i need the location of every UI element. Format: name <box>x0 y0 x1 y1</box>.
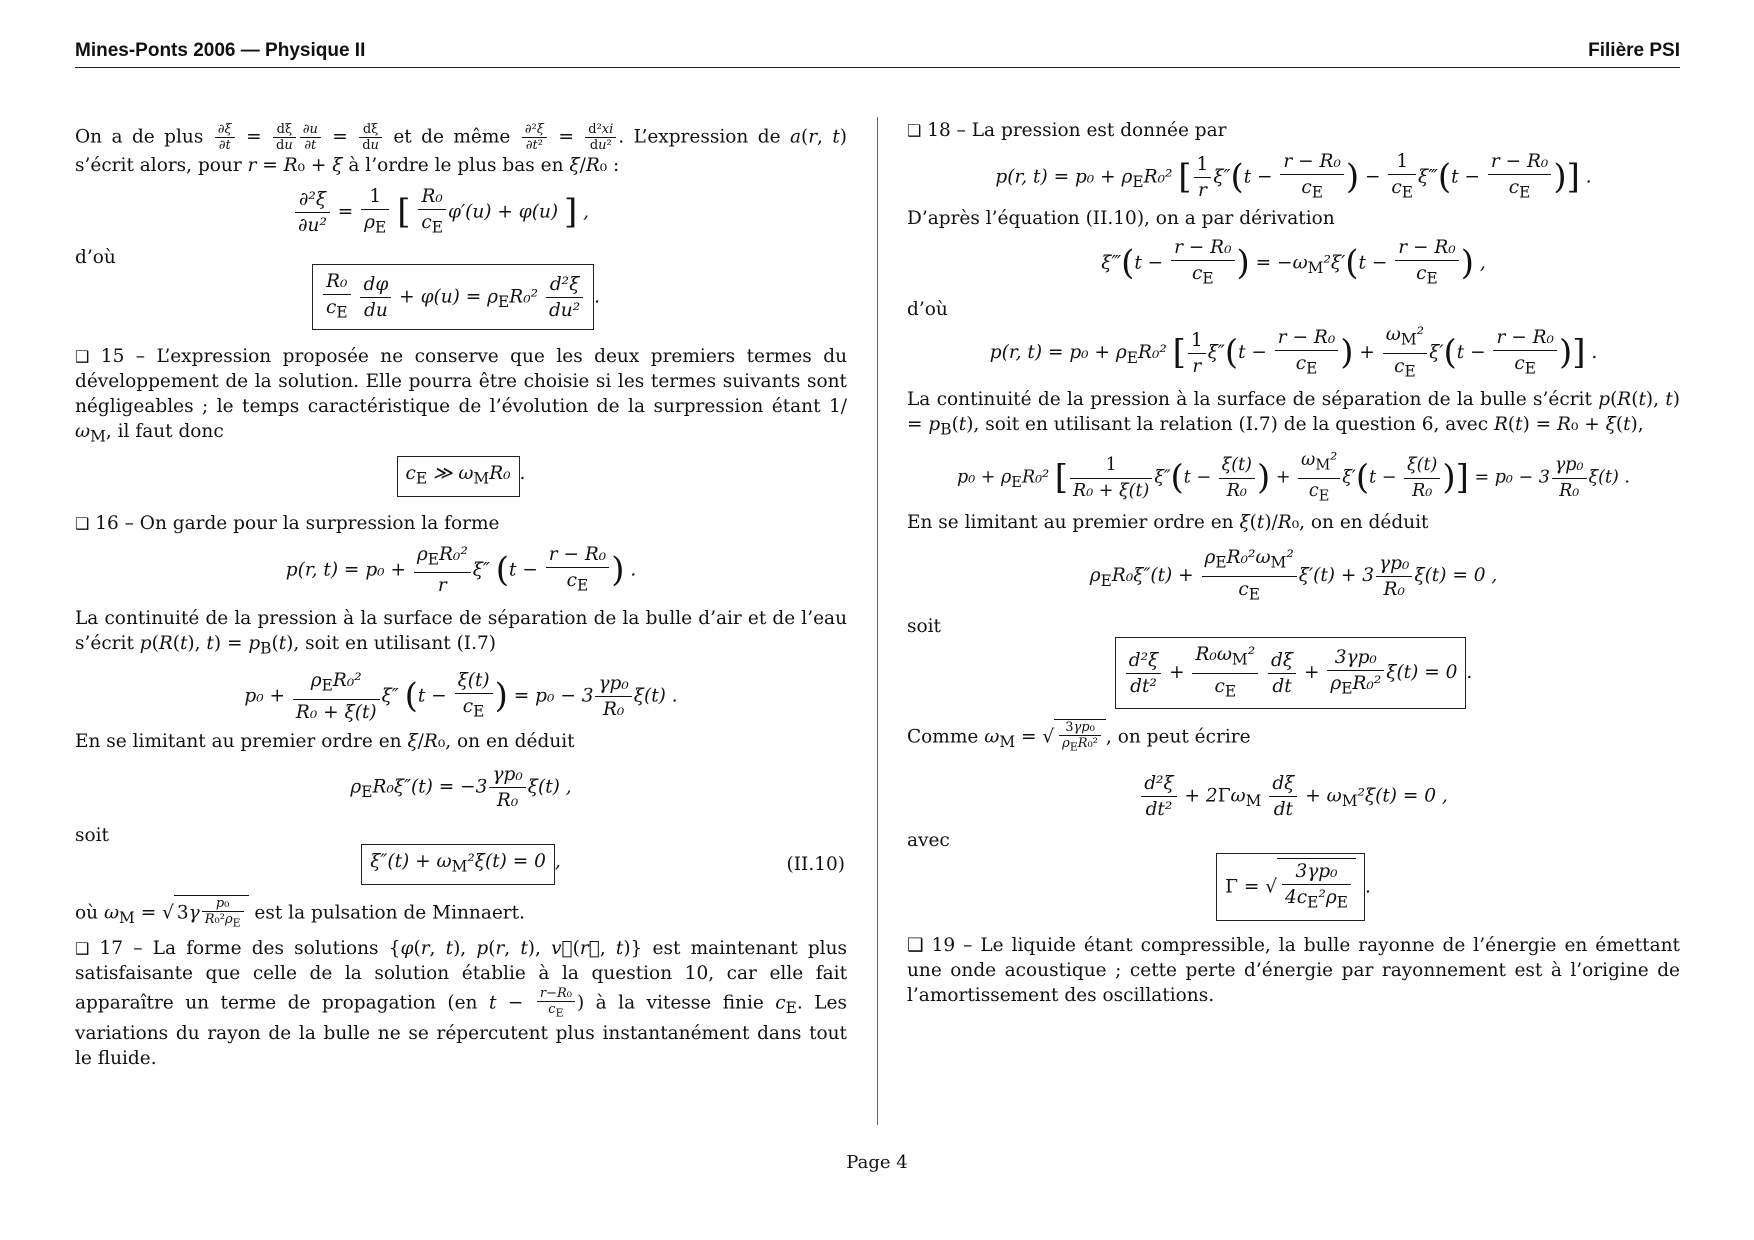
right-avec: avec <box>907 830 950 852</box>
left-equation-6: $\rho_ER_0\xi''(t) = -3$ $\frac{\text{γp₀}}{\text{R₀}}$ ξ(t) , <box>350 763 572 811</box>
right-column <box>907 118 1680 1008</box>
left-column <box>75 118 847 1071</box>
right-continuity-paragraph: La continuité de la pression à la surface de séparation de la bulle s’écrit p(R(t), $t) = p_B(t)$, soit en utilisant la relation (I.7) de la question 6, avec R(t) = R₀ + ξ(t), <box>907 388 1680 439</box>
question-15: ❑ 15 – L’expression proposée ne conserve que les deux premiers termes du développement de la solution. Elle pourra être choisie si les termes suivants sont négligeables ; le temps caractéristique de l’évolution de la surpression étant $1/\omega_M$, il faut donc <box>75 346 847 447</box>
page-number: Page 4 <box>846 1152 908 1173</box>
header-track: Filière PSI <box>1588 40 1680 61</box>
left-dou-1: d’où <box>75 246 116 268</box>
left-first-order: En se limitant au premier ordre en ξ/R₀, on en déduit <box>75 730 575 752</box>
right-comme-paragraph: Comme $\omega_M$ = √ $\frac{\text{3γp₀}}{\rho_ER_0^2}$ , on peut écrire <box>907 720 1251 754</box>
right-equation-2: ξ‴(t − $\frac{\text{r − R₀}}{c_E}$ ) = $-\omega_M^2\xi'(t$ − $\frac{\text{r − R₀}}{c_E}$ ) , <box>907 235 1680 292</box>
question-17: ❑ 17 – La forme des solutions {φ(r, t), p(r, t), v⃗(r⃗, t)} est maintenant plus satisfaisante que celle de la solution établie à la question 10, car elle fait apparaître un terme de propagation (en t − $\frac{\text{r−R₀}}{c_E}$ ) à la vitesse finie $c_E$. Les variations du rayon de la bulle ne se répercutent plus instantanément dans tout le fluide. <box>75 938 848 1070</box>
column-divider <box>877 117 878 1125</box>
left-equation-1: $\frac{\text{∂²ξ}}{\text{∂u²}}$ = $\frac{1}{\rho_E}$ [ $\frac{\text{R₀}}{c_E}$ φ′(u) + φ(u) ] , <box>35 184 847 241</box>
left-soit: soit <box>75 824 109 846</box>
equation-number-ii10: (II.10) <box>786 853 845 875</box>
right-equation-4: $p_0 + \rho_ER_0^2$ [ $\frac{1}{\text{R₀ + ξ(t)}}$ ξ″(t − $\frac{\xi(t)}{\text{R₀}}$ ) + $\frac{\omega_M^2}{c_E}$ ξ′(t − $\frac{\xi(t)}{\text{R₀}}$ )] = p₀ − 3 $\frac{\text{γp₀}}{\text{R₀}}$ ξ(t) . <box>907 448 1680 508</box>
question-16: ❑ 16 – On garde pour la surpression la forme <box>75 512 500 534</box>
right-equation-7: $\frac{\text{d²ξ}}{\text{dt²}}$ + $2\Gamma\omega_M$ $\frac{d\xi}{dt}$ + $\omega_M^2\xi(t) = 0$ , <box>907 771 1680 822</box>
left-intro-paragraph: On a de plus $\frac{\partial\xi}{\partial t}$ = $\frac{d\xi}{du}$ $\frac{\partial u}{\partial t}$ = $\frac{d\xi}{du}$ et de même $\frac{\text{∂²ξ}}{\text{∂t²}}$ = $\frac{\text{d²xi}}{\text{du²}}$ . L’expression de a(r, t) s’écrit alors, pour r = R₀ + ξ à l’ordre le plus bas en ξ/R₀ : <box>75 122 848 176</box>
left-equation-4: p(r, t) = p₀ + $\frac{\rho_ER_0^2}{r}$ ξ″ (t − $\frac{\text{r − R₀}}{c_E}$ ) . <box>285 543 637 597</box>
question-18: ❑ 18 – La pression est donnée par <box>907 120 1227 141</box>
right-equation-8-boxed: Γ = √ $\frac{\text{3γp₀}}{4c_E^2\rho_E}$ . <box>907 853 1680 921</box>
right-equation-3: p(r, $t) = p_0 + \rho_ER_0^2$ [ $\frac{1}{r}$ ξ″(t − $\frac{\text{r − R₀}}{c_E}$ ) + $\frac{\omega_M^2}{c_E}$ ξ′(t − $\frac{\text{r − R₀}}{c_E}$ )] . <box>907 322 1680 384</box>
right-equation-1: p(r, $t) = p_0 + \rho_ER_0^2$ [ $\frac{1}{r}$ ξ″(t − $\frac{\text{r − R₀}}{c_E}$ ) − $\frac{1}{c_E}$ ξ‴(t − $\frac{\text{r − R₀}}{c_E}$ )] . <box>907 149 1680 206</box>
right-soit: soit <box>907 615 941 637</box>
left-minnaert-paragraph: où $\omega_M$ = √ 3γ $\frac{\text{p₀}}{R_0^2\rho_E}$ est la pulsation de Minnaert. <box>75 895 525 930</box>
left-continuity-paragraph: La continuité de la pression à la surface de séparation de la bulle d’air et de l’eau s’écrit p(R(t), $t) = p_B(t)$, soit en utilisant (I.7) <box>75 608 847 659</box>
right-equation-6-boxed: $\frac{\text{d²ξ}}{\text{dt²}}$ + $\frac{R_0\omega_M^2}{c_E}$ $\frac{d\xi}{dt}$ + $\frac{\text{3γp₀}}{\rho_ER_0^2}$ ξ(t) = 0. <box>907 637 1680 709</box>
right-first-order: En se limitant au premier ordre en ξ(t)/R₀, on en déduit <box>907 512 1429 534</box>
header-title: Mines-Ponts 2006 — Physique II <box>75 40 366 61</box>
right-equation-5: $\rho_ER_0\xi''(t)$ + $\frac{\rho_ER_0^2\omega_M^2}{c_E}$ ξ′(t) + 3 $\frac{\text{γp₀}}{\text{R₀}}$ ξ(t) = 0 , <box>907 545 1680 607</box>
question-19: ❑ 19 – Le liquide étant compressible, la bulle rayonne de l’énergie en émettant une onde acoustique ; cette perte d’énergie par rayonnement est à l’origine de l’amortissement des oscillations. <box>907 934 1680 1006</box>
header-rule <box>75 67 1680 68</box>
left-equation-5: p₀ + $\frac{\rho_ER_0^2}{\text{R₀ + ξ(t)}}$ ξ″ (t − $\frac{\xi(t)}{c_E}$ ) = p₀ − 3 $\frac{\text{γp₀}}{\text{R₀}}$ ξ(t) . <box>244 670 678 723</box>
left-equation-2-boxed: $\frac{\text{R₀}}{c_E}$ $\frac{d\varphi}{du}$ + $\varphi(u) = \rho_ER_0^2$ $\frac{\text{d²ξ}}{\text{du²}}$ . <box>65 264 847 331</box>
right-dou: d’où <box>907 299 948 321</box>
left-equation-7-boxed: $\xi''(t) + \omega_M^2\xi(t) = 0$ , (II.10) <box>75 844 847 885</box>
left-equation-3-boxed: $c_E$ ≫ $\omega_MR_0$ . <box>75 456 847 497</box>
right-apres-paragraph: D’après l’équation (II.10), on a par dérivation <box>907 207 1335 229</box>
